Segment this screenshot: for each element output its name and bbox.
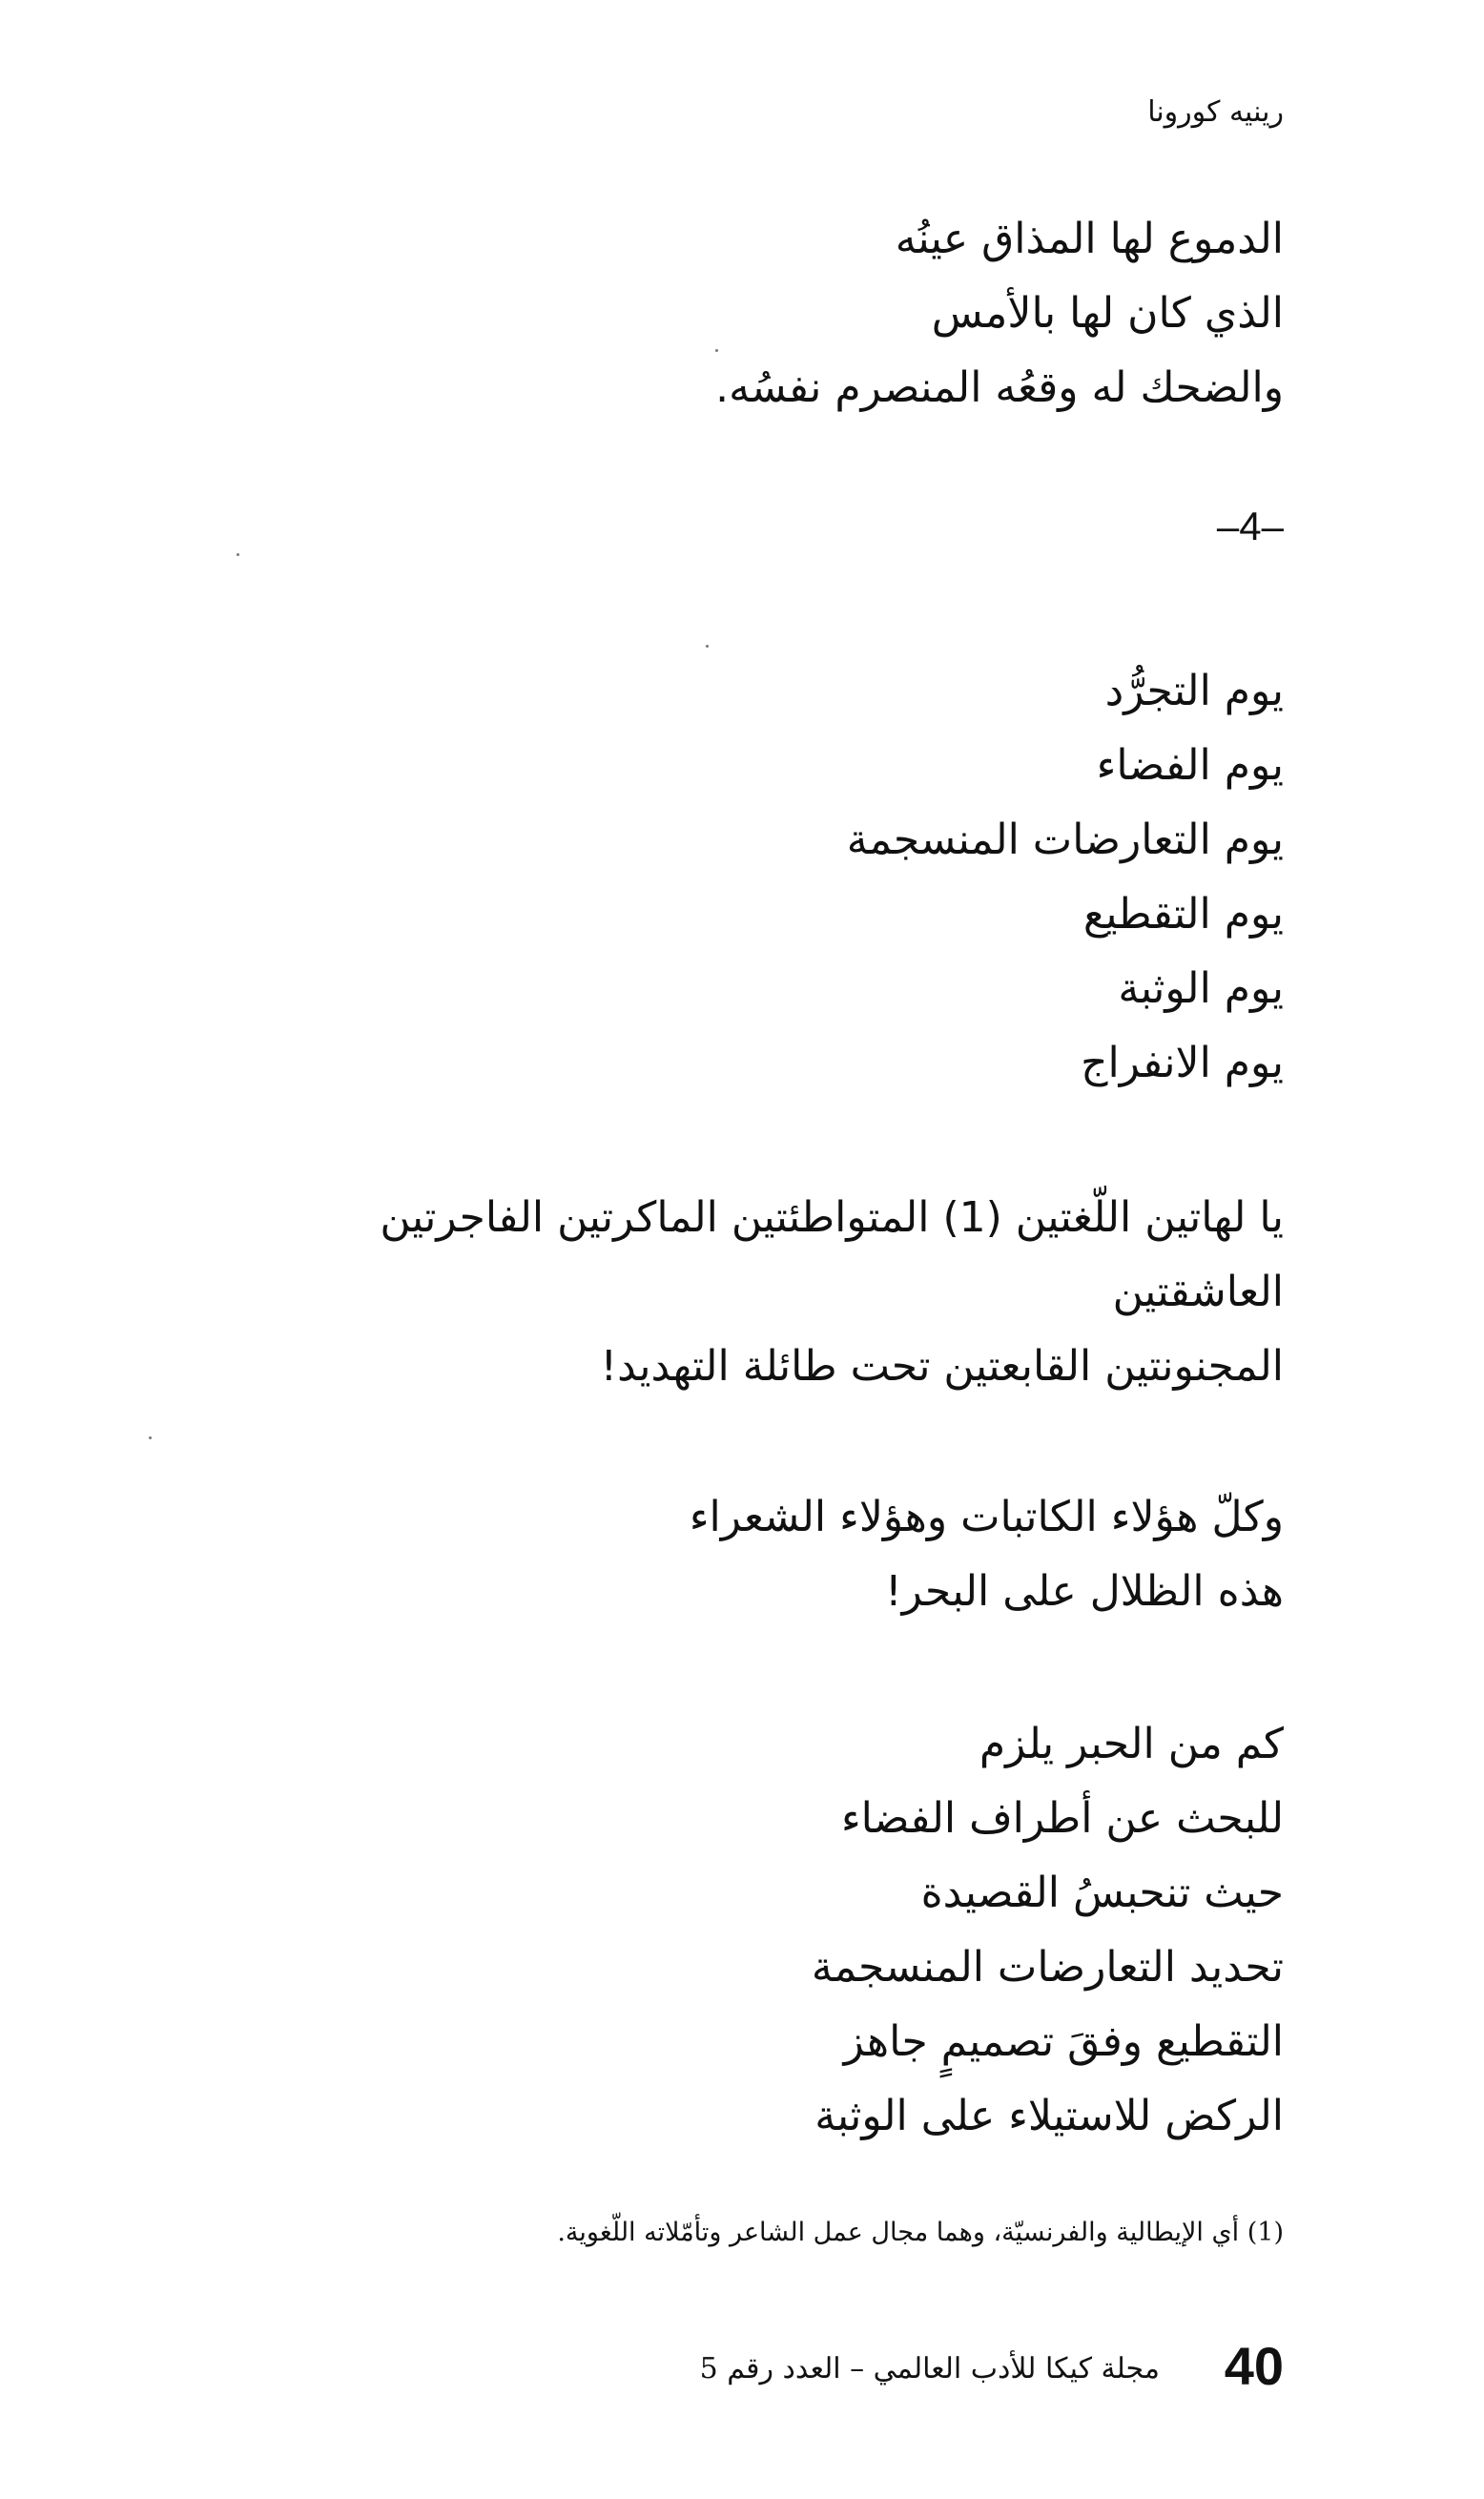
poem-line: يوم الوثبة (1118, 964, 1284, 1013)
stanza-5 (187, 1707, 1284, 2154)
poem-line: يوم الفضاء (1096, 741, 1284, 790)
poem-line: الدموع لها المذاق عينُه (895, 215, 1284, 263)
poem-line: الذي كان لها بالأمس (931, 289, 1284, 338)
scan-speck (706, 645, 709, 648)
scan-speck (149, 1436, 152, 1439)
poem-line: وكلّ هؤلاء الكاتبات وهؤلاء الشعراء (689, 1493, 1284, 1541)
stanza-2 (187, 654, 1284, 1101)
running-header-author: رينيه كورونا (1147, 95, 1284, 129)
page-number: 40 (1224, 2336, 1284, 2396)
poem-line: يا لهاتين اللّغتين (1) المتواطئتين الماكرتين الفاجرتين (380, 1193, 1284, 1242)
stanza-3 (187, 1181, 1284, 1404)
poem-line: والضحك له وقعُه المنصرم نفسُه. (715, 363, 1284, 412)
poem-line: تحديد التعارضات المنسجمة (811, 1943, 1284, 1992)
section-number: –4– (1216, 504, 1284, 548)
poem-line: المجنونتين القابعتين تحت طائلة التهديد! (600, 1342, 1284, 1391)
poem-line: الركض للاستيلاء على الوثبة (814, 2092, 1284, 2140)
poem-line: للبحث عن أطراف الفضاء (840, 1794, 1284, 1843)
poem-line: العاشقتين (1112, 1268, 1284, 1316)
scan-speck (237, 553, 239, 556)
page-footer (616, 2335, 1284, 2402)
poem-line: يوم التقطيع (1082, 890, 1284, 939)
poem-line: يوم الانفراج (1081, 1039, 1284, 1087)
poem-line: التقطيع وفقَ تصميمٍ جاهز (843, 2017, 1284, 2066)
poem-line: هذه الظلال على البحر! (885, 1567, 1284, 1616)
poem-line: يوم التعارضات المنسجمة (846, 816, 1284, 864)
scan-speck (715, 349, 718, 352)
stanza-1 (187, 202, 1284, 425)
poem-line: حيث تنحبسُ القصيدة (920, 1869, 1284, 1917)
stanza-4 (187, 1480, 1284, 1629)
poem-line: يوم التجرُّد (1104, 667, 1284, 715)
poem-line: كم من الحبر يلزم (979, 1720, 1284, 1768)
footnote: (1) أي الإيطالية والفرنسيّة، وهما مجال عمل الشاعر وتأمّلاته اللّغوية. (557, 2218, 1284, 2247)
journal-title: مجلة كيكا للأدب العالمي – العدد رقم 5 (699, 2352, 1160, 2385)
